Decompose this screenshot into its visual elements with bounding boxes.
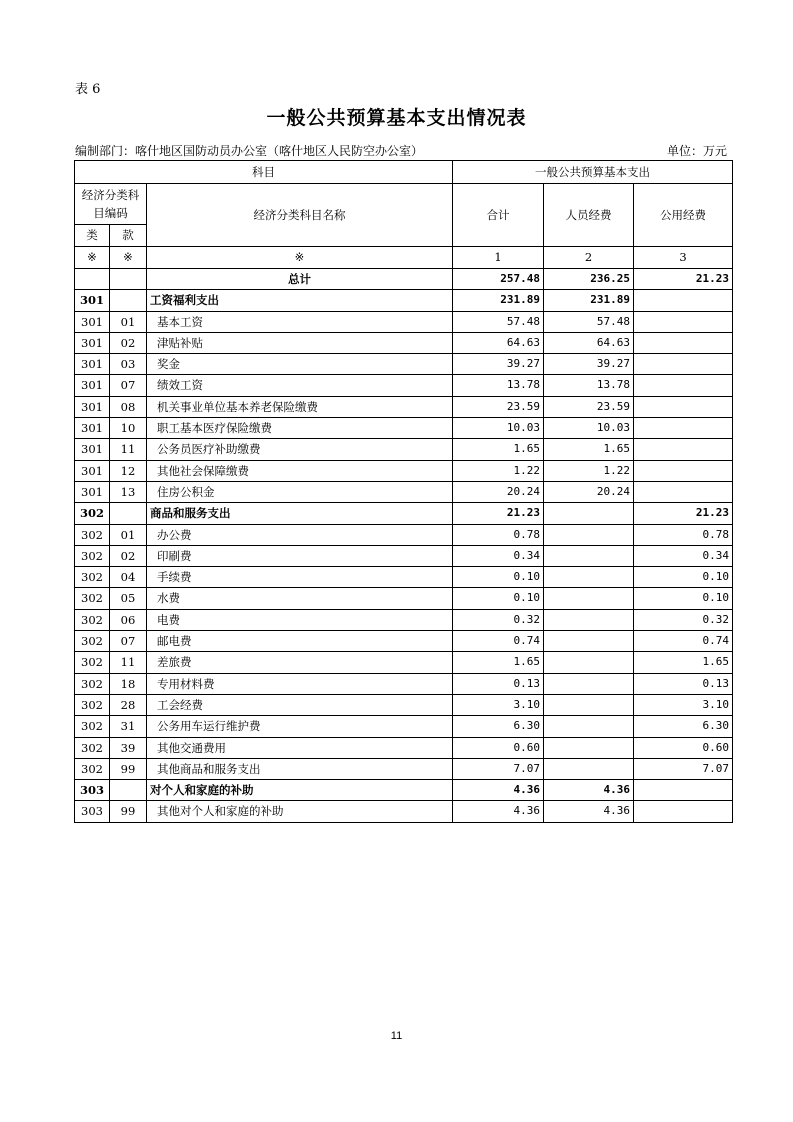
class-code-cell: 303 [75, 801, 110, 822]
item-code-cell: 07 [110, 375, 147, 396]
table-row [75, 503, 733, 524]
total-cell: 231.89 [453, 290, 544, 311]
personnel-cell: 13.78 [544, 375, 634, 396]
table-row [75, 545, 733, 566]
personnel-cell [544, 716, 634, 737]
total-cell: 21.23 [453, 503, 544, 524]
total-cell: 4.36 [453, 801, 544, 822]
class-code-cell: 302 [75, 588, 110, 609]
table-row [75, 375, 733, 396]
total-cell: 64.63 [453, 332, 544, 353]
total-cell: 0.10 [453, 567, 544, 588]
item-code-cell [110, 780, 147, 801]
page-title: 一般公共预算基本支出情况表 [266, 107, 527, 129]
table-row [75, 716, 733, 737]
total-cell: 0.34 [453, 545, 544, 566]
subject-name-cell: 其他对个人和家庭的补助 [147, 801, 453, 822]
class-code-cell: 301 [75, 354, 110, 375]
subject-name-cell: 其他商品和服务支出 [147, 758, 453, 779]
name-column-header: 经济分类科目名称 [147, 184, 453, 247]
public-cell: 21.23 [634, 269, 733, 290]
item-code-cell: 99 [110, 801, 147, 822]
code-group-header: 经济分类科目编码 [75, 184, 147, 225]
table-row [75, 631, 733, 652]
class-code-cell: 301 [75, 311, 110, 332]
public-cell: 0.74 [634, 631, 733, 652]
public-cell: 3.10 [634, 694, 733, 715]
subject-name-cell: 奖金 [147, 354, 453, 375]
class-code-cell: 302 [75, 524, 110, 545]
public-cell [634, 801, 733, 822]
subject-name-cell: 手续费 [147, 567, 453, 588]
personnel-cell [544, 609, 634, 630]
public-cell: 1.65 [634, 652, 733, 673]
public-cell: 7.07 [634, 758, 733, 779]
index-cell: 2 [544, 247, 634, 269]
public-cell: 0.10 [634, 567, 733, 588]
public-cell: 0.32 [634, 609, 733, 630]
public-cell [634, 375, 733, 396]
personnel-cell: 4.36 [544, 801, 634, 822]
class-code-cell: 301 [75, 481, 110, 502]
mark-cell: ※ [75, 247, 110, 269]
item-code-cell: 03 [110, 354, 147, 375]
item-code-cell: 01 [110, 524, 147, 545]
total-cell: 1.65 [453, 439, 544, 460]
table-row [75, 609, 733, 630]
public-cell [634, 311, 733, 332]
personnel-cell [544, 631, 634, 652]
class-code-cell: 302 [75, 737, 110, 758]
item-code-cell: 11 [110, 652, 147, 673]
subject-name-cell: 电费 [147, 609, 453, 630]
class-code-cell: 302 [75, 652, 110, 673]
personnel-cell [544, 588, 634, 609]
mark-cell: ※ [147, 247, 453, 269]
personnel-cell: 1.22 [544, 460, 634, 481]
class-code-cell: 302 [75, 673, 110, 694]
table-row [75, 588, 733, 609]
subject-header: 科目 [75, 161, 453, 184]
class-code-cell: 302 [75, 631, 110, 652]
total-cell: 10.03 [453, 418, 544, 439]
class-code-cell: 302 [75, 503, 110, 524]
item-code-cell: 02 [110, 332, 147, 353]
personnel-cell [544, 652, 634, 673]
public-cell [634, 396, 733, 417]
total-cell: 39.27 [453, 354, 544, 375]
subject-name-cell: 差旅费 [147, 652, 453, 673]
class-code-cell: 301 [75, 418, 110, 439]
item-code-cell: 12 [110, 460, 147, 481]
personnel-cell [544, 524, 634, 545]
class-code-cell: 302 [75, 545, 110, 566]
total-column-header: 合计 [453, 184, 544, 247]
table-row [75, 801, 733, 822]
total-cell: 257.48 [453, 269, 544, 290]
personnel-cell: 57.48 [544, 311, 634, 332]
public-cell [634, 290, 733, 311]
public-cell [634, 460, 733, 481]
subject-name-cell: 机关事业单位基本养老保险缴费 [147, 396, 453, 417]
total-cell: 57.48 [453, 311, 544, 332]
personnel-column-header: 人员经费 [544, 184, 634, 247]
public-cell [634, 354, 733, 375]
personnel-cell [544, 567, 634, 588]
public-cell: 21.23 [634, 503, 733, 524]
table-row [75, 758, 733, 779]
total-cell: 0.32 [453, 609, 544, 630]
item-code-cell: 18 [110, 673, 147, 694]
personnel-cell: 10.03 [544, 418, 634, 439]
subject-name-cell: 总计 [147, 269, 453, 290]
table-row [75, 396, 733, 417]
class-code-cell: 301 [75, 439, 110, 460]
public-cell: 6.30 [634, 716, 733, 737]
class-code-cell: 301 [75, 332, 110, 353]
item-code-cell: 99 [110, 758, 147, 779]
total-cell: 0.78 [453, 524, 544, 545]
personnel-cell: 236.25 [544, 269, 634, 290]
personnel-cell: 231.89 [544, 290, 634, 311]
class-code-cell: 302 [75, 716, 110, 737]
total-cell: 1.65 [453, 652, 544, 673]
item-code-cell: 31 [110, 716, 147, 737]
index-cell: 1 [453, 247, 544, 269]
item-code-cell: 11 [110, 439, 147, 460]
table-row [75, 780, 733, 801]
item-code-cell: 04 [110, 567, 147, 588]
public-cell: 0.60 [634, 737, 733, 758]
table-row [75, 673, 733, 694]
item-code-cell: 13 [110, 481, 147, 502]
subject-name-cell: 邮电费 [147, 631, 453, 652]
subject-name-cell: 住房公积金 [147, 481, 453, 502]
class-code-cell: 301 [75, 375, 110, 396]
subject-name-cell: 其他社会保障缴费 [147, 460, 453, 481]
personnel-cell: 64.63 [544, 332, 634, 353]
total-cell: 0.60 [453, 737, 544, 758]
table-row [75, 694, 733, 715]
budget-group-header: 一般公共预算基本支出 [453, 161, 733, 184]
item-code-cell: 07 [110, 631, 147, 652]
index-cell: 3 [634, 247, 733, 269]
total-cell: 0.10 [453, 588, 544, 609]
public-cell [634, 418, 733, 439]
table-row [75, 481, 733, 502]
subject-name-cell: 职工基本医疗保险缴费 [147, 418, 453, 439]
table-row [75, 290, 733, 311]
table-row [75, 311, 733, 332]
item-code-cell: 10 [110, 418, 147, 439]
subject-name-cell: 对个人和家庭的补助 [147, 780, 453, 801]
subject-name-cell: 公务用车运行维护费 [147, 716, 453, 737]
unit-label: 单位：万元 [666, 144, 727, 158]
total-cell: 0.74 [453, 631, 544, 652]
personnel-cell [544, 545, 634, 566]
public-cell [634, 332, 733, 353]
class-column-header: 类 [75, 225, 110, 247]
table-row [75, 737, 733, 758]
item-code-cell: 08 [110, 396, 147, 417]
table-number: 表 6 [75, 82, 101, 97]
item-code-cell: 39 [110, 737, 147, 758]
public-cell: 0.13 [634, 673, 733, 694]
subject-name-cell: 津贴补贴 [147, 332, 453, 353]
subject-name-cell: 工资福利支出 [147, 290, 453, 311]
item-code-cell: 02 [110, 545, 147, 566]
subject-name-cell: 工会经费 [147, 694, 453, 715]
public-cell: 0.78 [634, 524, 733, 545]
department-label: 编制部门：喀什地区国防动员办公室（喀什地区人民防空办公室） [75, 144, 424, 158]
item-code-cell: 06 [110, 609, 147, 630]
personnel-cell [544, 737, 634, 758]
table-row [75, 652, 733, 673]
table-row [75, 567, 733, 588]
item-code-cell [110, 503, 147, 524]
total-cell: 4.36 [453, 780, 544, 801]
table-row [75, 524, 733, 545]
personnel-cell [544, 758, 634, 779]
class-code-cell: 302 [75, 758, 110, 779]
item-code-cell [110, 269, 147, 290]
subject-name-cell: 商品和服务支出 [147, 503, 453, 524]
public-cell [634, 780, 733, 801]
personnel-cell: 1.65 [544, 439, 634, 460]
table-row [75, 439, 733, 460]
subject-name-cell: 公务员医疗补助缴费 [147, 439, 453, 460]
class-code-cell: 301 [75, 396, 110, 417]
budget-table [74, 160, 733, 823]
subject-name-cell: 其他交通费用 [147, 737, 453, 758]
table-row [75, 332, 733, 353]
public-cell [634, 439, 733, 460]
subject-name-cell: 绩效工资 [147, 375, 453, 396]
total-cell: 3.10 [453, 694, 544, 715]
personnel-cell: 20.24 [544, 481, 634, 502]
item-code-cell: 05 [110, 588, 147, 609]
subject-name-cell: 水费 [147, 588, 453, 609]
total-row [75, 269, 733, 290]
personnel-cell: 39.27 [544, 354, 634, 375]
personnel-cell [544, 694, 634, 715]
subject-name-cell: 基本工资 [147, 311, 453, 332]
personnel-cell [544, 503, 634, 524]
class-code-cell: 301 [75, 290, 110, 311]
subject-name-cell: 办公费 [147, 524, 453, 545]
total-cell: 0.13 [453, 673, 544, 694]
subject-name-cell: 专用材料费 [147, 673, 453, 694]
table-row [75, 418, 733, 439]
class-code-cell [75, 269, 110, 290]
class-code-cell: 302 [75, 694, 110, 715]
page-number: 11 [390, 1030, 403, 1042]
subject-name-cell: 印刷费 [147, 545, 453, 566]
total-cell: 13.78 [453, 375, 544, 396]
personnel-cell: 23.59 [544, 396, 634, 417]
class-code-cell: 302 [75, 567, 110, 588]
total-cell: 6.30 [453, 716, 544, 737]
total-cell: 20.24 [453, 481, 544, 502]
total-cell: 7.07 [453, 758, 544, 779]
item-code-cell: 01 [110, 311, 147, 332]
total-cell: 23.59 [453, 396, 544, 417]
item-code-cell [110, 290, 147, 311]
personnel-cell: 4.36 [544, 780, 634, 801]
public-cell: 0.10 [634, 588, 733, 609]
public-column-header: 公用经费 [634, 184, 733, 247]
mark-cell: ※ [110, 247, 147, 269]
table-row [75, 460, 733, 481]
class-code-cell: 301 [75, 460, 110, 481]
item-column-header: 款 [110, 225, 147, 247]
public-cell: 0.34 [634, 545, 733, 566]
public-cell [634, 481, 733, 502]
table-row [75, 354, 733, 375]
class-code-cell: 302 [75, 609, 110, 630]
total-cell: 1.22 [453, 460, 544, 481]
class-code-cell: 303 [75, 780, 110, 801]
item-code-cell: 28 [110, 694, 147, 715]
personnel-cell [544, 673, 634, 694]
